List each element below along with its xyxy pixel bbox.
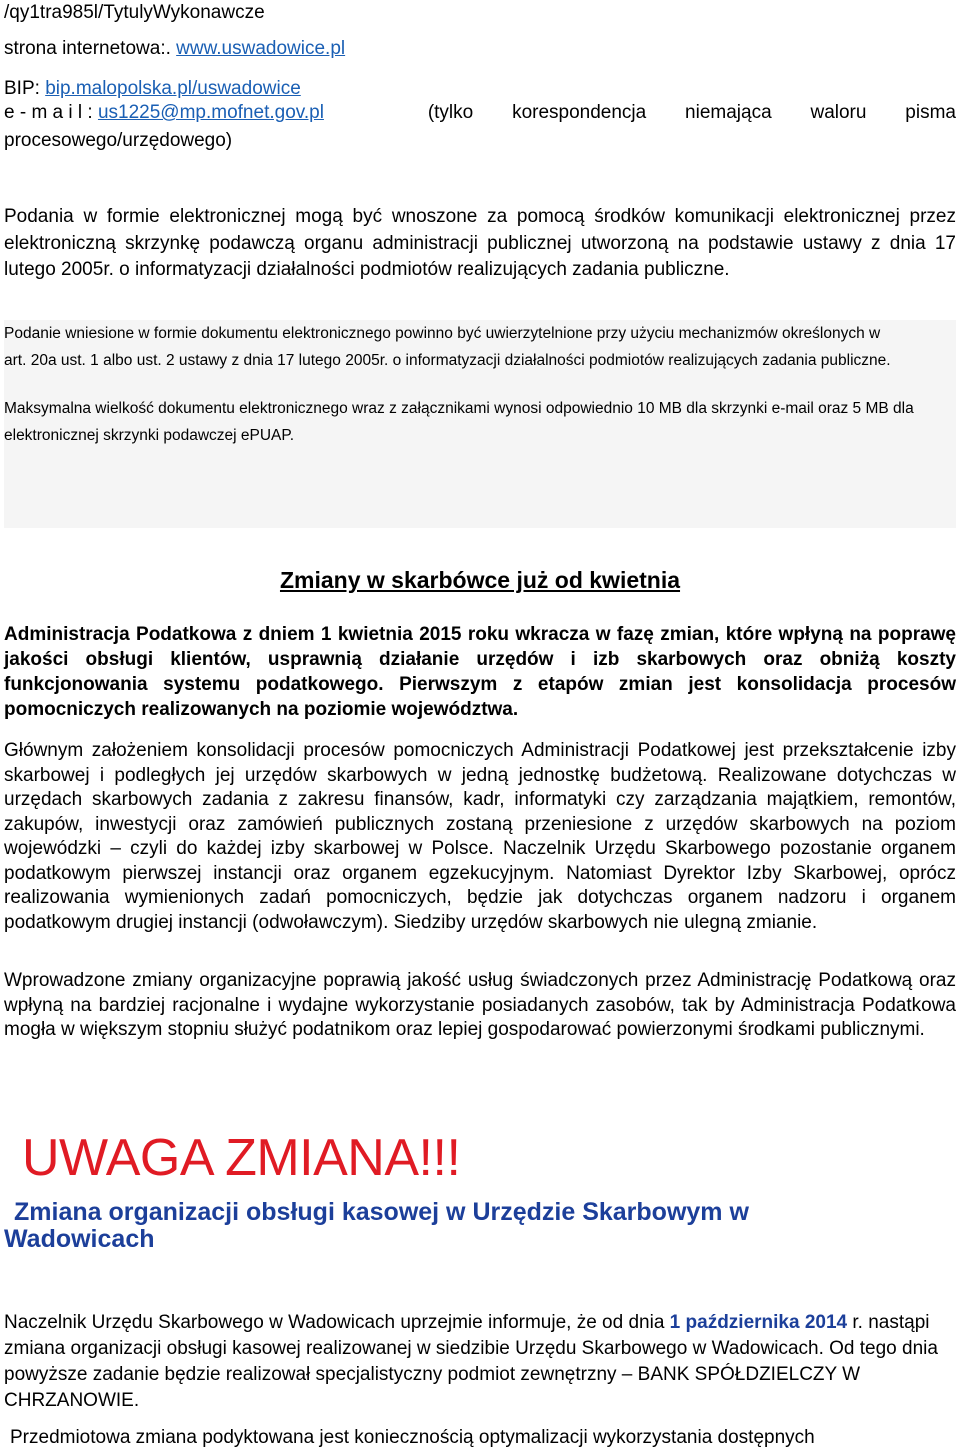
website-line	[4, 38, 345, 60]
email-link[interactable]: us1225@mp.mofnet.gov.pl	[97, 102, 324, 123]
notice-date: 1 października 2014	[669, 1312, 848, 1333]
notice-heading	[4, 1199, 944, 1253]
article-title: Zmiany w skarbówce już od kwietnia	[279, 567, 681, 593]
email-note-continuation: procesowego/urzędowego)	[4, 130, 233, 151]
document-path: /qy1tra985l/TytulyWykonawcze	[4, 2, 265, 23]
email-label: e - m a i l :	[4, 102, 98, 123]
notice-heading-line: Zmiana organizacji obsługi kasowej w Urzędzie Skarbowym w	[14, 1198, 749, 1226]
article-body-paragraph: Głównym założeniem konsolidacji procesów pomocniczych Administracji Podatkowej jest przekształcenie izby skarbowej i podległych jej urzędów skarbowych w jedną jednostkę budżetową. Realizowane dotychczas w urzędach skarbowych zadania z zakresu finansów, kadr, informatyki czy zarządzania majątkiem, remontów, zakupów, inwestycji oraz zamówień publicznych zostaną przeniesione z urzędów skarbowych na poziom wojewódzki – czyli do każdej izby skarbowej w Polsce. Naczelnik Urzędu Skarbowego pozostanie organem podatkowym pierwszej instancji oraz organem egzekucyjnym. Natomiast Dyrektor Izby Skarbowej, oprócz realizowania wymienionych zadań pomocniczych, będzie jak dotychczas organem nadzoru i organem podatkowym drugiej instancji (odwoławczym). Siedziby urzędów skarbowych nie ulegną zmianie.	[4, 740, 956, 933]
authentication-paragraph: Podanie wniesione w formie dokumentu elektronicznego powinno być uwierzytelnione przy użyciu mechanizmów określonych w art. 20a ust. 1 albo ust. 2 ustawy z dnia 17 lutego 2005r. o informatyzacji działalności podmiotów realizujących zadania publiczne.	[4, 325, 891, 369]
email-note-word: (tylko	[427, 102, 474, 123]
website-label: strona internetowa:.	[4, 38, 177, 59]
email-note-word: pisma	[905, 102, 956, 123]
electronic-info-box	[4, 320, 956, 528]
email-note-word: waloru	[810, 102, 867, 123]
email-note-word: korespondencja	[512, 102, 647, 123]
article-lead: Administracja Podatkowa z dniem 1 kwietnia 2015 roku wkracza w fazę zmian, które wpłyną na poprawę jakości obsługi klientów, usprawnią działanie urzędów i izb skarbowych oraz obniżą koszty funkcjonowania systemu podatkowego. Pierwszym z etapów zmian jest konsolidacja procesów pomocniczych realizowanych na poziomie województwa.	[4, 624, 956, 720]
electronic-submission-paragraph: Podania w formie elektronicznej mogą być wnoszone za pomocą środków komunikacji elektronicznej przez elektroniczną skrzynkę podawczą organu administracji publicznej utworzoną na podstawie ustawy z dnia 17 lutego 2005r. o informatyzacji działalności podmiotów realizujących zadania publiczne.	[4, 206, 956, 280]
alert-banner: UWAGA ZMIANA!!!	[22, 1129, 461, 1187]
notice-heading-line: Wadowicach	[4, 1225, 155, 1253]
website-link[interactable]: www.uswadowice.pl	[176, 38, 346, 59]
article-body-paragraph: Wprowadzone zmiany organizacyjne poprawią jakość usług świadczonych przez Administrację Podatkową oraz wpłyną na bardziej racjonalne i wydajne wykorzystanie posiadanych zasobów, tak by Administracja Podatkowa mogła w większym stopniu służyć podatnikom oraz lepiej gospodarować powierzonymi środkami publicznymi.	[4, 970, 956, 1040]
bip-label: BIP:	[4, 78, 46, 99]
notice-text: r. nastąpi zmiana organizacji obsługi kasowej realizowanej w siedzibie Urzędu Skarbowego w Wadowicach. Od tego dnia powyższe zadanie będzie realizował specjalistyczny podmiot zewnętrzny – BANK SPÓŁDZIELCZY W CHRZANOWIE.	[4, 1312, 938, 1411]
email-line	[4, 102, 956, 124]
notice-text: Naczelnik Urzędu Skarbowego w Wadowicach uprzejmie informuje, że od dnia	[4, 1312, 670, 1333]
notice-last-line: Przedmiotowa zmiana podyktowana jest koniecznością optymalizacji wykorzystania dostępnych	[10, 1427, 815, 1448]
size-limit-paragraph: Maksymalna wielkość dokumentu elektronicznego wraz z załącznikami wynosi odpowiednio 10 MB dla skrzynki e-mail oraz 5 MB dla elektronicznej skrzynki podawczej ePUAP.	[4, 400, 914, 444]
email-note-word: niemająca	[685, 102, 772, 123]
bip-link[interactable]: bip.malopolska.pl/uswadowice	[45, 78, 301, 99]
email-contact	[4, 102, 389, 124]
notice-paragraph	[4, 1310, 956, 1414]
bip-line	[4, 78, 301, 100]
